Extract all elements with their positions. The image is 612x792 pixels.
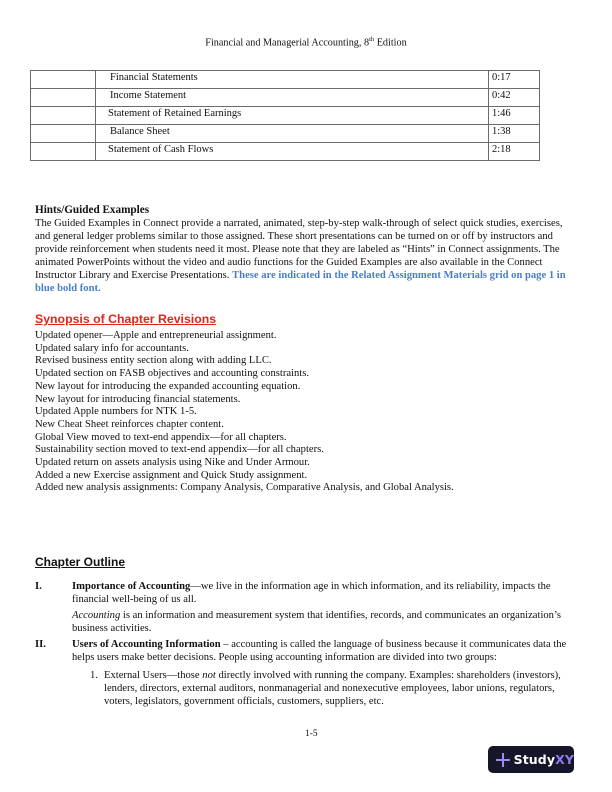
- list-item: Updated opener—Apple and entrepreneurial assignment.: [35, 330, 277, 341]
- header-title: Financial and Managerial Accounting, 8: [205, 37, 370, 49]
- row-duration-cell: 1:38: [489, 125, 540, 143]
- list-item: Updated section on FASB objectives and accounting constraints.: [35, 368, 310, 380]
- synopsis-list: [35, 330, 580, 495]
- outline-item-text: [72, 638, 580, 664]
- header-title-tail: Edition: [374, 37, 407, 49]
- outline-heading: Chapter Outline: [35, 555, 126, 569]
- row-duration-cell: 1:46: [489, 107, 540, 125]
- hints-highlight: These are indicated in the Related Assignment Materials grid on page 1 in blue bold font.: [35, 270, 566, 295]
- header-title-sup: th: [369, 36, 375, 43]
- outline-item-title: Users of Accounting Information: [72, 639, 221, 651]
- hints-section: [35, 203, 580, 296]
- brand-main: Study: [513, 752, 556, 767]
- list-item: Revised business entity section along with adding LLC.: [35, 355, 272, 367]
- media-table: [30, 70, 540, 161]
- row-label-cell: [31, 71, 96, 89]
- outline-numeral: II.: [35, 639, 46, 651]
- row-duration-cell: 0:17: [489, 71, 540, 89]
- row-title-cell: Statement of Cash Flows: [96, 143, 489, 161]
- outline-item-body: —we live in the information age in which information, and its reliability, impacts the financial well-being of us all.: [72, 581, 551, 606]
- table-row: [31, 143, 540, 161]
- outline-subitem: [72, 669, 580, 708]
- outline-item: [35, 580, 580, 635]
- row-title-cell: Financial Statements: [96, 71, 489, 89]
- subitem-number: 1.: [90, 669, 98, 681]
- row-duration-cell: 0:42: [489, 89, 540, 107]
- table-row: [31, 125, 540, 143]
- studyxy-watermark: [488, 746, 574, 773]
- hints-body: [35, 217, 580, 296]
- row-title-cell: Balance Sheet: [96, 125, 489, 143]
- row-label-cell: [31, 107, 96, 125]
- hints-heading: Hints/Guided Examples: [35, 204, 150, 216]
- outline-note-body: is an information and measurement system that identifies, records, and communicates an organization’s business activities.: [72, 610, 562, 635]
- row-title-cell: Statement of Retained Earnings: [96, 107, 489, 125]
- row-duration-cell: 2:18: [489, 143, 540, 161]
- subitem-lead: External Users—those: [104, 669, 203, 681]
- synopsis-heading: Synopsis of Chapter Revisions: [35, 312, 217, 326]
- page-number: 1-5: [305, 729, 318, 739]
- outline-item-body: – accounting is called the language of business because it communicates data the helps users make better decisions. People using accounting information are divided into two groups:: [72, 639, 567, 664]
- table-row: [31, 71, 540, 89]
- hints-text: The Guided Examples in Connect provide a narrated, animated, step-by-step walk-through of select quick studies, exercises, and general ledger problems similar to those assigned. These short presentations can be turned on or off by instructors and provide reinforcement when students need it most. Please note that they are labeled as “Hints” in Connect assignments. The animated PowerPoints without the video and audio functions for the Guided Examples are also available in the Connect Instructor Library and Exercise Presentations.: [35, 218, 563, 282]
- row-label-cell: [31, 125, 96, 143]
- subitem-rest: directly involved with running the company. Examples: shareholders (investors), lenders, directors, external auditors, nonmanagerial and nonexecutive employees, labor unions, regulators, voters, legislators, government officials, customers, suppliers, etc.: [104, 669, 561, 707]
- outline-numeral: I.: [35, 581, 42, 592]
- outline-item-note: [72, 609, 580, 635]
- synopsis-section: [35, 312, 580, 495]
- list-item: Added new analysis assignments: Company Analysis, Comparative Analysis, and Global Analysis.: [35, 482, 454, 494]
- outline-item-title: Importance of Accounting: [72, 581, 191, 592]
- table-row: [31, 89, 540, 107]
- list-item: Updated salary info for accountants.: [35, 342, 189, 354]
- outline-item-text: [72, 580, 580, 606]
- running-header: [0, 36, 612, 48]
- list-item: Sustainability section moved to text-end appendix—for all chapters.: [35, 444, 324, 456]
- list-item: Added a new Exercise assignment and Quick Study assignment.: [35, 469, 308, 481]
- brand-accent: XY: [555, 752, 574, 767]
- subitem-italic: not: [202, 669, 216, 681]
- row-label-cell: [31, 143, 96, 161]
- list-item: Updated return on assets analysis using Nike and Under Armour.: [35, 457, 310, 469]
- row-title-cell: Income Statement: [96, 89, 489, 107]
- outline-note-term: Accounting: [72, 610, 121, 622]
- plus-icon: [496, 753, 508, 767]
- brand-name: [514, 752, 574, 767]
- chapter-outline-section: [35, 555, 580, 708]
- list-item: Global View moved to text-end appendix—for all chapters.: [35, 431, 287, 443]
- list-item: New layout for introducing financial statements.: [35, 393, 241, 405]
- outline-item: [35, 638, 580, 707]
- list-item: New layout for introducing the expanded accounting equation.: [35, 380, 301, 392]
- row-label-cell: [31, 89, 96, 107]
- list-item: Updated Apple numbers for NTK 1-5.: [35, 406, 197, 418]
- list-item: New Cheat Sheet reinforces chapter content.: [35, 418, 224, 430]
- table-row: [31, 107, 540, 125]
